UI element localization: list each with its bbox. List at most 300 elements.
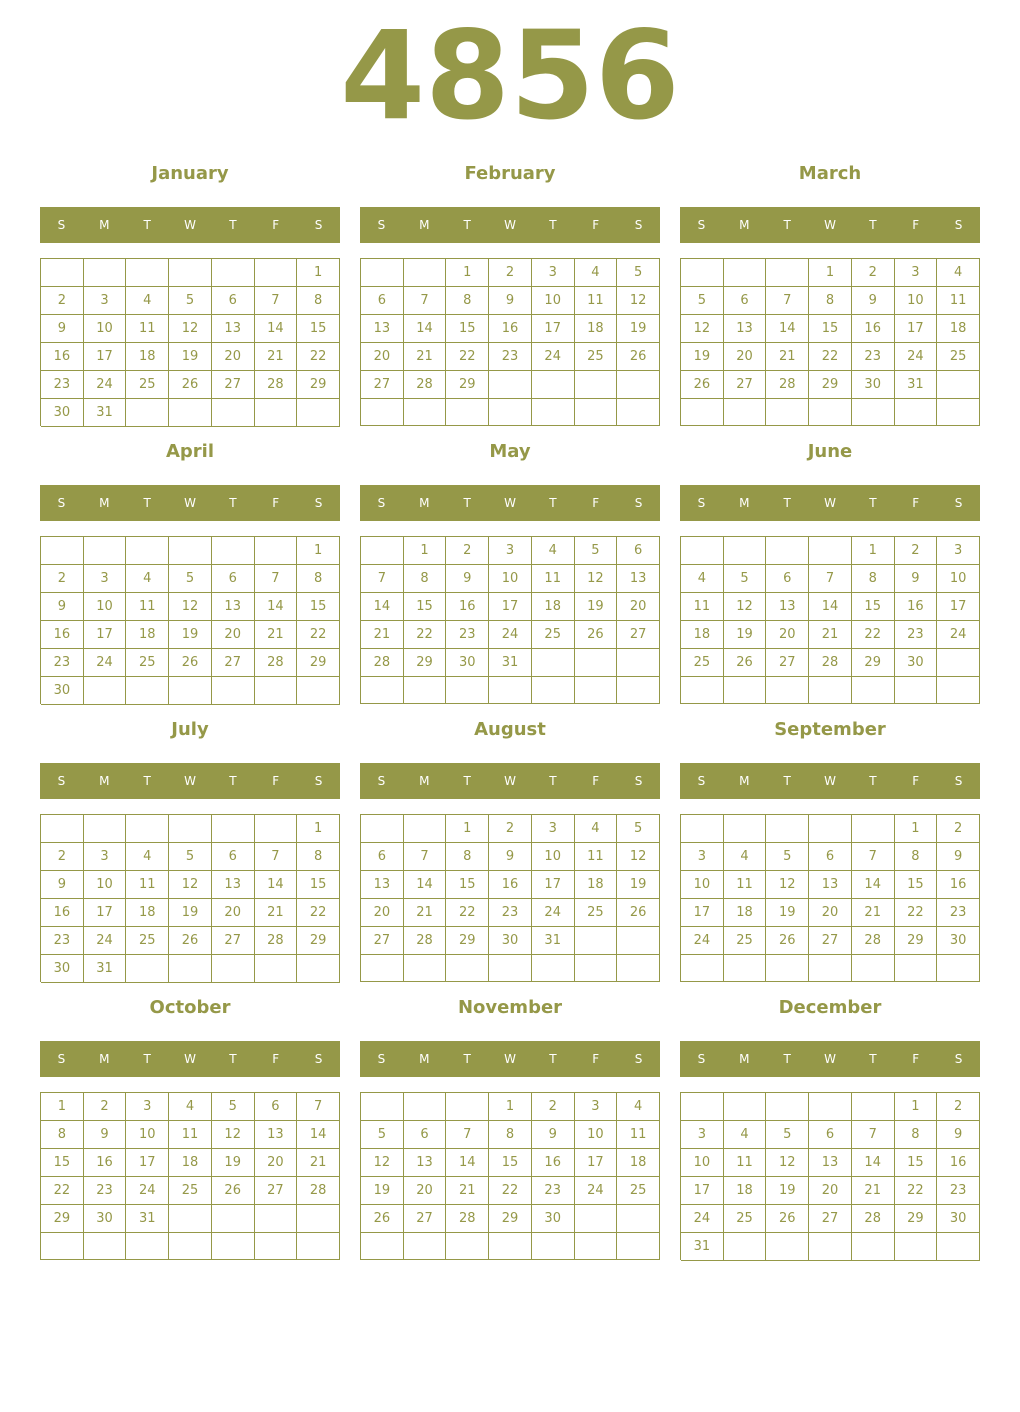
day-cell: 26 [617, 343, 660, 371]
day-cell: 26 [361, 1205, 404, 1233]
empty-day-cell [41, 259, 84, 287]
day-cell: 20 [212, 343, 255, 371]
day-cell: 8 [446, 287, 489, 315]
empty-day-cell [724, 955, 767, 982]
weekday-label: W [504, 1052, 516, 1066]
empty-day-cell [446, 677, 489, 704]
weekday-label: M [419, 774, 430, 788]
day-cell: 4 [126, 287, 169, 315]
day-cell: 5 [169, 565, 212, 593]
day-cell: 14 [852, 871, 895, 899]
day-cell: 12 [361, 1149, 404, 1177]
day-cell: 15 [895, 871, 938, 899]
day-cell: 16 [41, 621, 84, 649]
weekday-label: M [739, 774, 750, 788]
empty-day-cell [404, 1233, 447, 1260]
empty-day-cell [617, 399, 660, 426]
empty-day-cell [766, 1233, 809, 1261]
empty-day-cell [895, 1233, 938, 1261]
day-cell: 27 [809, 1205, 852, 1233]
day-cell: 2 [41, 843, 84, 871]
day-cell: 20 [809, 1177, 852, 1205]
empty-day-cell [255, 677, 298, 705]
month-title: June [807, 441, 853, 462]
weekday-label: T [143, 774, 151, 788]
day-cell: 12 [169, 593, 212, 621]
empty-day-cell [809, 1093, 852, 1121]
day-cell: 2 [532, 1093, 575, 1121]
day-cell: 30 [41, 955, 84, 983]
day-cell: 18 [937, 315, 980, 343]
day-cell: 2 [41, 565, 84, 593]
day-cell: 1 [297, 259, 340, 287]
weekday-label: F [272, 774, 280, 788]
day-cell: 9 [489, 843, 532, 871]
day-cell: 30 [446, 649, 489, 677]
day-cell: 12 [169, 871, 212, 899]
day-cell: 27 [617, 621, 660, 649]
day-cell: 24 [532, 899, 575, 927]
day-cell: 3 [84, 287, 127, 315]
day-cell: 18 [724, 1177, 767, 1205]
weekday-label: F [912, 774, 920, 788]
day-cell: 10 [937, 565, 980, 593]
weekday-header [360, 763, 660, 799]
month-title: February [464, 163, 556, 184]
day-cell: 19 [724, 621, 767, 649]
empty-day-cell [724, 677, 767, 704]
day-cell: 23 [937, 1177, 980, 1205]
empty-day-cell [809, 399, 852, 426]
weekday-header [360, 1041, 660, 1077]
day-cell: 26 [766, 1205, 809, 1233]
empty-day-cell [169, 1205, 212, 1233]
empty-day-cell [766, 955, 809, 982]
empty-day-cell [937, 371, 980, 399]
day-cell: 22 [297, 343, 340, 371]
day-cell: 3 [84, 565, 127, 593]
weekday-label: S [314, 218, 323, 232]
day-cell: 25 [681, 649, 724, 677]
day-cell: 13 [212, 593, 255, 621]
day-cell: 25 [126, 649, 169, 677]
weekday-header [680, 485, 980, 521]
day-grid [360, 258, 660, 426]
month-title: September [774, 719, 886, 740]
empty-day-cell [724, 399, 767, 426]
empty-day-cell [724, 1093, 767, 1121]
day-cell: 30 [41, 399, 84, 427]
day-cell: 23 [852, 343, 895, 371]
day-cell: 22 [404, 621, 447, 649]
weekday-label: M [99, 496, 110, 510]
day-cell: 9 [937, 843, 980, 871]
day-cell: 25 [532, 621, 575, 649]
empty-day-cell [41, 815, 84, 843]
empty-day-cell [255, 815, 298, 843]
weekday-label: W [184, 496, 196, 510]
day-cell: 22 [446, 899, 489, 927]
empty-day-cell [532, 1233, 575, 1260]
empty-day-cell [809, 815, 852, 843]
day-cell: 12 [766, 871, 809, 899]
day-cell: 30 [41, 677, 84, 705]
day-cell: 22 [297, 621, 340, 649]
empty-day-cell [895, 677, 938, 704]
day-cell: 7 [361, 565, 404, 593]
day-cell: 17 [126, 1149, 169, 1177]
day-cell: 10 [84, 593, 127, 621]
empty-day-cell [724, 815, 767, 843]
empty-day-cell [766, 537, 809, 565]
day-cell: 26 [212, 1177, 255, 1205]
day-cell: 20 [766, 621, 809, 649]
day-cell: 7 [852, 843, 895, 871]
empty-day-cell [255, 537, 298, 565]
day-cell: 6 [212, 287, 255, 315]
weekday-label: S [314, 1052, 323, 1066]
weekday-label: M [419, 218, 430, 232]
day-cell: 3 [895, 259, 938, 287]
empty-day-cell [575, 927, 618, 955]
day-cell: 15 [446, 871, 489, 899]
day-cell: 13 [212, 315, 255, 343]
day-cell: 8 [895, 843, 938, 871]
day-cell: 14 [297, 1121, 340, 1149]
day-cell: 15 [404, 593, 447, 621]
day-cell: 13 [617, 565, 660, 593]
day-cell: 6 [766, 565, 809, 593]
weekday-label: S [634, 1052, 643, 1066]
day-cell: 27 [212, 927, 255, 955]
day-cell: 25 [126, 371, 169, 399]
empty-day-cell [297, 399, 340, 427]
weekday-header [40, 1041, 340, 1077]
day-cell: 27 [361, 927, 404, 955]
day-cell: 12 [212, 1121, 255, 1149]
day-cell: 30 [852, 371, 895, 399]
day-cell: 21 [766, 343, 809, 371]
day-cell: 14 [809, 593, 852, 621]
day-cell: 9 [532, 1121, 575, 1149]
day-cell: 24 [937, 621, 980, 649]
day-cell: 20 [361, 343, 404, 371]
empty-day-cell [169, 1233, 212, 1260]
empty-day-cell [937, 677, 980, 704]
empty-day-cell [809, 537, 852, 565]
day-cell: 8 [297, 287, 340, 315]
empty-day-cell [297, 1205, 340, 1233]
day-cell: 23 [532, 1177, 575, 1205]
day-cell: 27 [361, 371, 404, 399]
empty-day-cell [446, 955, 489, 982]
day-cell: 2 [84, 1093, 127, 1121]
empty-day-cell [852, 1233, 895, 1261]
weekday-label: M [99, 1052, 110, 1066]
day-cell: 19 [617, 871, 660, 899]
day-cell: 31 [532, 927, 575, 955]
day-cell: 17 [532, 871, 575, 899]
weekday-header [360, 485, 660, 521]
weekday-label: F [912, 1052, 920, 1066]
empty-day-cell [169, 677, 212, 705]
empty-day-cell [212, 1233, 255, 1260]
day-cell: 19 [766, 899, 809, 927]
day-cell: 15 [895, 1149, 938, 1177]
empty-day-cell [404, 1093, 447, 1121]
day-cell: 6 [212, 843, 255, 871]
day-cell: 11 [532, 565, 575, 593]
empty-day-cell [617, 1205, 660, 1233]
day-cell: 4 [532, 537, 575, 565]
day-cell: 9 [41, 593, 84, 621]
day-cell: 1 [297, 537, 340, 565]
day-cell: 3 [937, 537, 980, 565]
day-cell: 10 [575, 1121, 618, 1149]
empty-day-cell [809, 955, 852, 982]
day-cell: 22 [809, 343, 852, 371]
day-cell: 30 [84, 1205, 127, 1233]
day-cell: 19 [681, 343, 724, 371]
empty-day-cell [41, 537, 84, 565]
day-cell: 26 [766, 927, 809, 955]
month-title: April [165, 441, 215, 462]
day-cell: 2 [852, 259, 895, 287]
day-cell: 15 [297, 593, 340, 621]
month-title: January [151, 163, 229, 184]
empty-day-cell [404, 815, 447, 843]
day-cell: 2 [937, 1093, 980, 1121]
month-title: May [489, 441, 531, 462]
empty-day-cell [297, 677, 340, 705]
empty-day-cell [681, 399, 724, 426]
day-cell: 14 [404, 871, 447, 899]
day-cell: 4 [724, 1121, 767, 1149]
day-cell: 25 [126, 927, 169, 955]
weekday-label: T [549, 774, 557, 788]
weekday-label: W [184, 774, 196, 788]
weekday-label: S [57, 1052, 66, 1066]
day-cell: 16 [84, 1149, 127, 1177]
day-cell: 21 [809, 621, 852, 649]
weekday-label: F [272, 218, 280, 232]
empty-day-cell [41, 1233, 84, 1260]
empty-day-cell [681, 1093, 724, 1121]
day-cell: 5 [617, 815, 660, 843]
weekday-label: F [272, 1052, 280, 1066]
empty-day-cell [937, 955, 980, 982]
empty-day-cell [255, 399, 298, 427]
weekday-label: F [592, 774, 600, 788]
weekday-label: S [697, 218, 706, 232]
day-cell: 21 [361, 621, 404, 649]
weekday-label: M [739, 1052, 750, 1066]
day-cell: 17 [84, 621, 127, 649]
empty-day-cell [361, 677, 404, 704]
day-cell: 11 [937, 287, 980, 315]
day-cell: 14 [446, 1149, 489, 1177]
day-cell: 19 [361, 1177, 404, 1205]
day-cell: 25 [937, 343, 980, 371]
empty-day-cell [169, 815, 212, 843]
empty-day-cell [361, 1093, 404, 1121]
empty-day-cell [575, 955, 618, 982]
day-cell: 11 [724, 1149, 767, 1177]
empty-day-cell [126, 815, 169, 843]
empty-day-cell [809, 677, 852, 704]
weekday-header [680, 207, 980, 243]
day-cell: 10 [681, 871, 724, 899]
day-cell: 12 [169, 315, 212, 343]
weekday-label: T [869, 774, 877, 788]
day-cell: 20 [361, 899, 404, 927]
day-cell: 3 [532, 259, 575, 287]
day-cell: 15 [852, 593, 895, 621]
day-cell: 19 [575, 593, 618, 621]
weekday-label: F [592, 496, 600, 510]
day-cell: 1 [446, 815, 489, 843]
day-cell: 23 [446, 621, 489, 649]
empty-day-cell [84, 537, 127, 565]
empty-day-cell [169, 955, 212, 983]
day-cell: 25 [169, 1177, 212, 1205]
weekday-label: F [912, 218, 920, 232]
weekday-label: S [377, 218, 386, 232]
month-title: November [457, 997, 563, 1018]
day-cell: 21 [852, 1177, 895, 1205]
day-cell: 10 [126, 1121, 169, 1149]
day-cell: 9 [489, 287, 532, 315]
day-cell: 8 [489, 1121, 532, 1149]
day-cell: 27 [255, 1177, 298, 1205]
day-cell: 13 [809, 1149, 852, 1177]
year-title: 4856 [340, 5, 680, 147]
weekday-label: M [99, 774, 110, 788]
weekday-label: W [184, 1052, 196, 1066]
empty-day-cell [489, 955, 532, 982]
day-cell: 9 [895, 565, 938, 593]
day-cell: 29 [41, 1205, 84, 1233]
empty-day-cell [126, 677, 169, 705]
empty-day-cell [681, 677, 724, 704]
weekday-label: W [824, 774, 836, 788]
day-cell: 18 [169, 1149, 212, 1177]
day-cell: 14 [766, 315, 809, 343]
day-cell: 3 [84, 843, 127, 871]
day-cell: 17 [681, 1177, 724, 1205]
empty-day-cell [84, 259, 127, 287]
day-cell: 13 [361, 315, 404, 343]
weekday-label: T [783, 218, 791, 232]
day-cell: 20 [212, 621, 255, 649]
empty-day-cell [489, 371, 532, 399]
day-cell: 10 [681, 1149, 724, 1177]
empty-day-cell [617, 677, 660, 704]
day-cell: 24 [575, 1177, 618, 1205]
weekday-label: F [272, 496, 280, 510]
weekday-label: T [463, 1052, 471, 1066]
day-cell: 17 [681, 899, 724, 927]
day-cell: 22 [489, 1177, 532, 1205]
weekday-label: T [549, 1052, 557, 1066]
day-cell: 18 [126, 899, 169, 927]
day-cell: 29 [297, 371, 340, 399]
empty-day-cell [617, 1233, 660, 1260]
day-cell: 2 [937, 815, 980, 843]
day-cell: 27 [404, 1205, 447, 1233]
day-cell: 14 [255, 315, 298, 343]
day-cell: 19 [617, 315, 660, 343]
day-cell: 26 [169, 649, 212, 677]
day-cell: 5 [766, 843, 809, 871]
day-cell: 13 [766, 593, 809, 621]
weekday-header [40, 485, 340, 521]
empty-day-cell [532, 399, 575, 426]
day-cell: 31 [126, 1205, 169, 1233]
day-cell: 31 [84, 399, 127, 427]
empty-day-cell [169, 399, 212, 427]
day-cell: 30 [489, 927, 532, 955]
day-cell: 11 [126, 871, 169, 899]
day-cell: 7 [297, 1093, 340, 1121]
day-cell: 21 [446, 1177, 489, 1205]
empty-day-cell [766, 815, 809, 843]
empty-day-cell [852, 815, 895, 843]
day-cell: 12 [575, 565, 618, 593]
empty-day-cell [617, 927, 660, 955]
day-cell: 26 [617, 899, 660, 927]
weekday-label: T [229, 218, 237, 232]
empty-day-cell [575, 649, 618, 677]
day-cell: 1 [297, 815, 340, 843]
empty-day-cell [575, 1205, 618, 1233]
day-cell: 3 [681, 843, 724, 871]
day-cell: 24 [84, 371, 127, 399]
day-cell: 15 [41, 1149, 84, 1177]
day-cell: 4 [937, 259, 980, 287]
day-cell: 28 [255, 649, 298, 677]
empty-day-cell [84, 677, 127, 705]
weekday-label: T [229, 1052, 237, 1066]
day-cell: 18 [126, 621, 169, 649]
weekday-label: T [143, 496, 151, 510]
day-cell: 26 [169, 927, 212, 955]
day-cell: 13 [404, 1149, 447, 1177]
day-cell: 22 [446, 343, 489, 371]
day-cell: 12 [617, 287, 660, 315]
day-cell: 29 [297, 649, 340, 677]
weekday-label: W [824, 218, 836, 232]
day-cell: 31 [895, 371, 938, 399]
day-cell: 23 [41, 649, 84, 677]
month-title: October [149, 997, 231, 1018]
empty-day-cell [212, 815, 255, 843]
day-cell: 21 [255, 343, 298, 371]
day-cell: 28 [255, 927, 298, 955]
day-cell: 21 [297, 1149, 340, 1177]
day-cell: 10 [84, 315, 127, 343]
empty-day-cell [895, 955, 938, 982]
empty-day-cell [361, 815, 404, 843]
weekday-label: M [739, 218, 750, 232]
day-cell: 29 [404, 649, 447, 677]
day-cell: 20 [404, 1177, 447, 1205]
day-grid [40, 814, 340, 982]
day-grid [680, 536, 980, 704]
day-cell: 28 [404, 371, 447, 399]
empty-day-cell [255, 955, 298, 983]
day-cell: 28 [404, 927, 447, 955]
